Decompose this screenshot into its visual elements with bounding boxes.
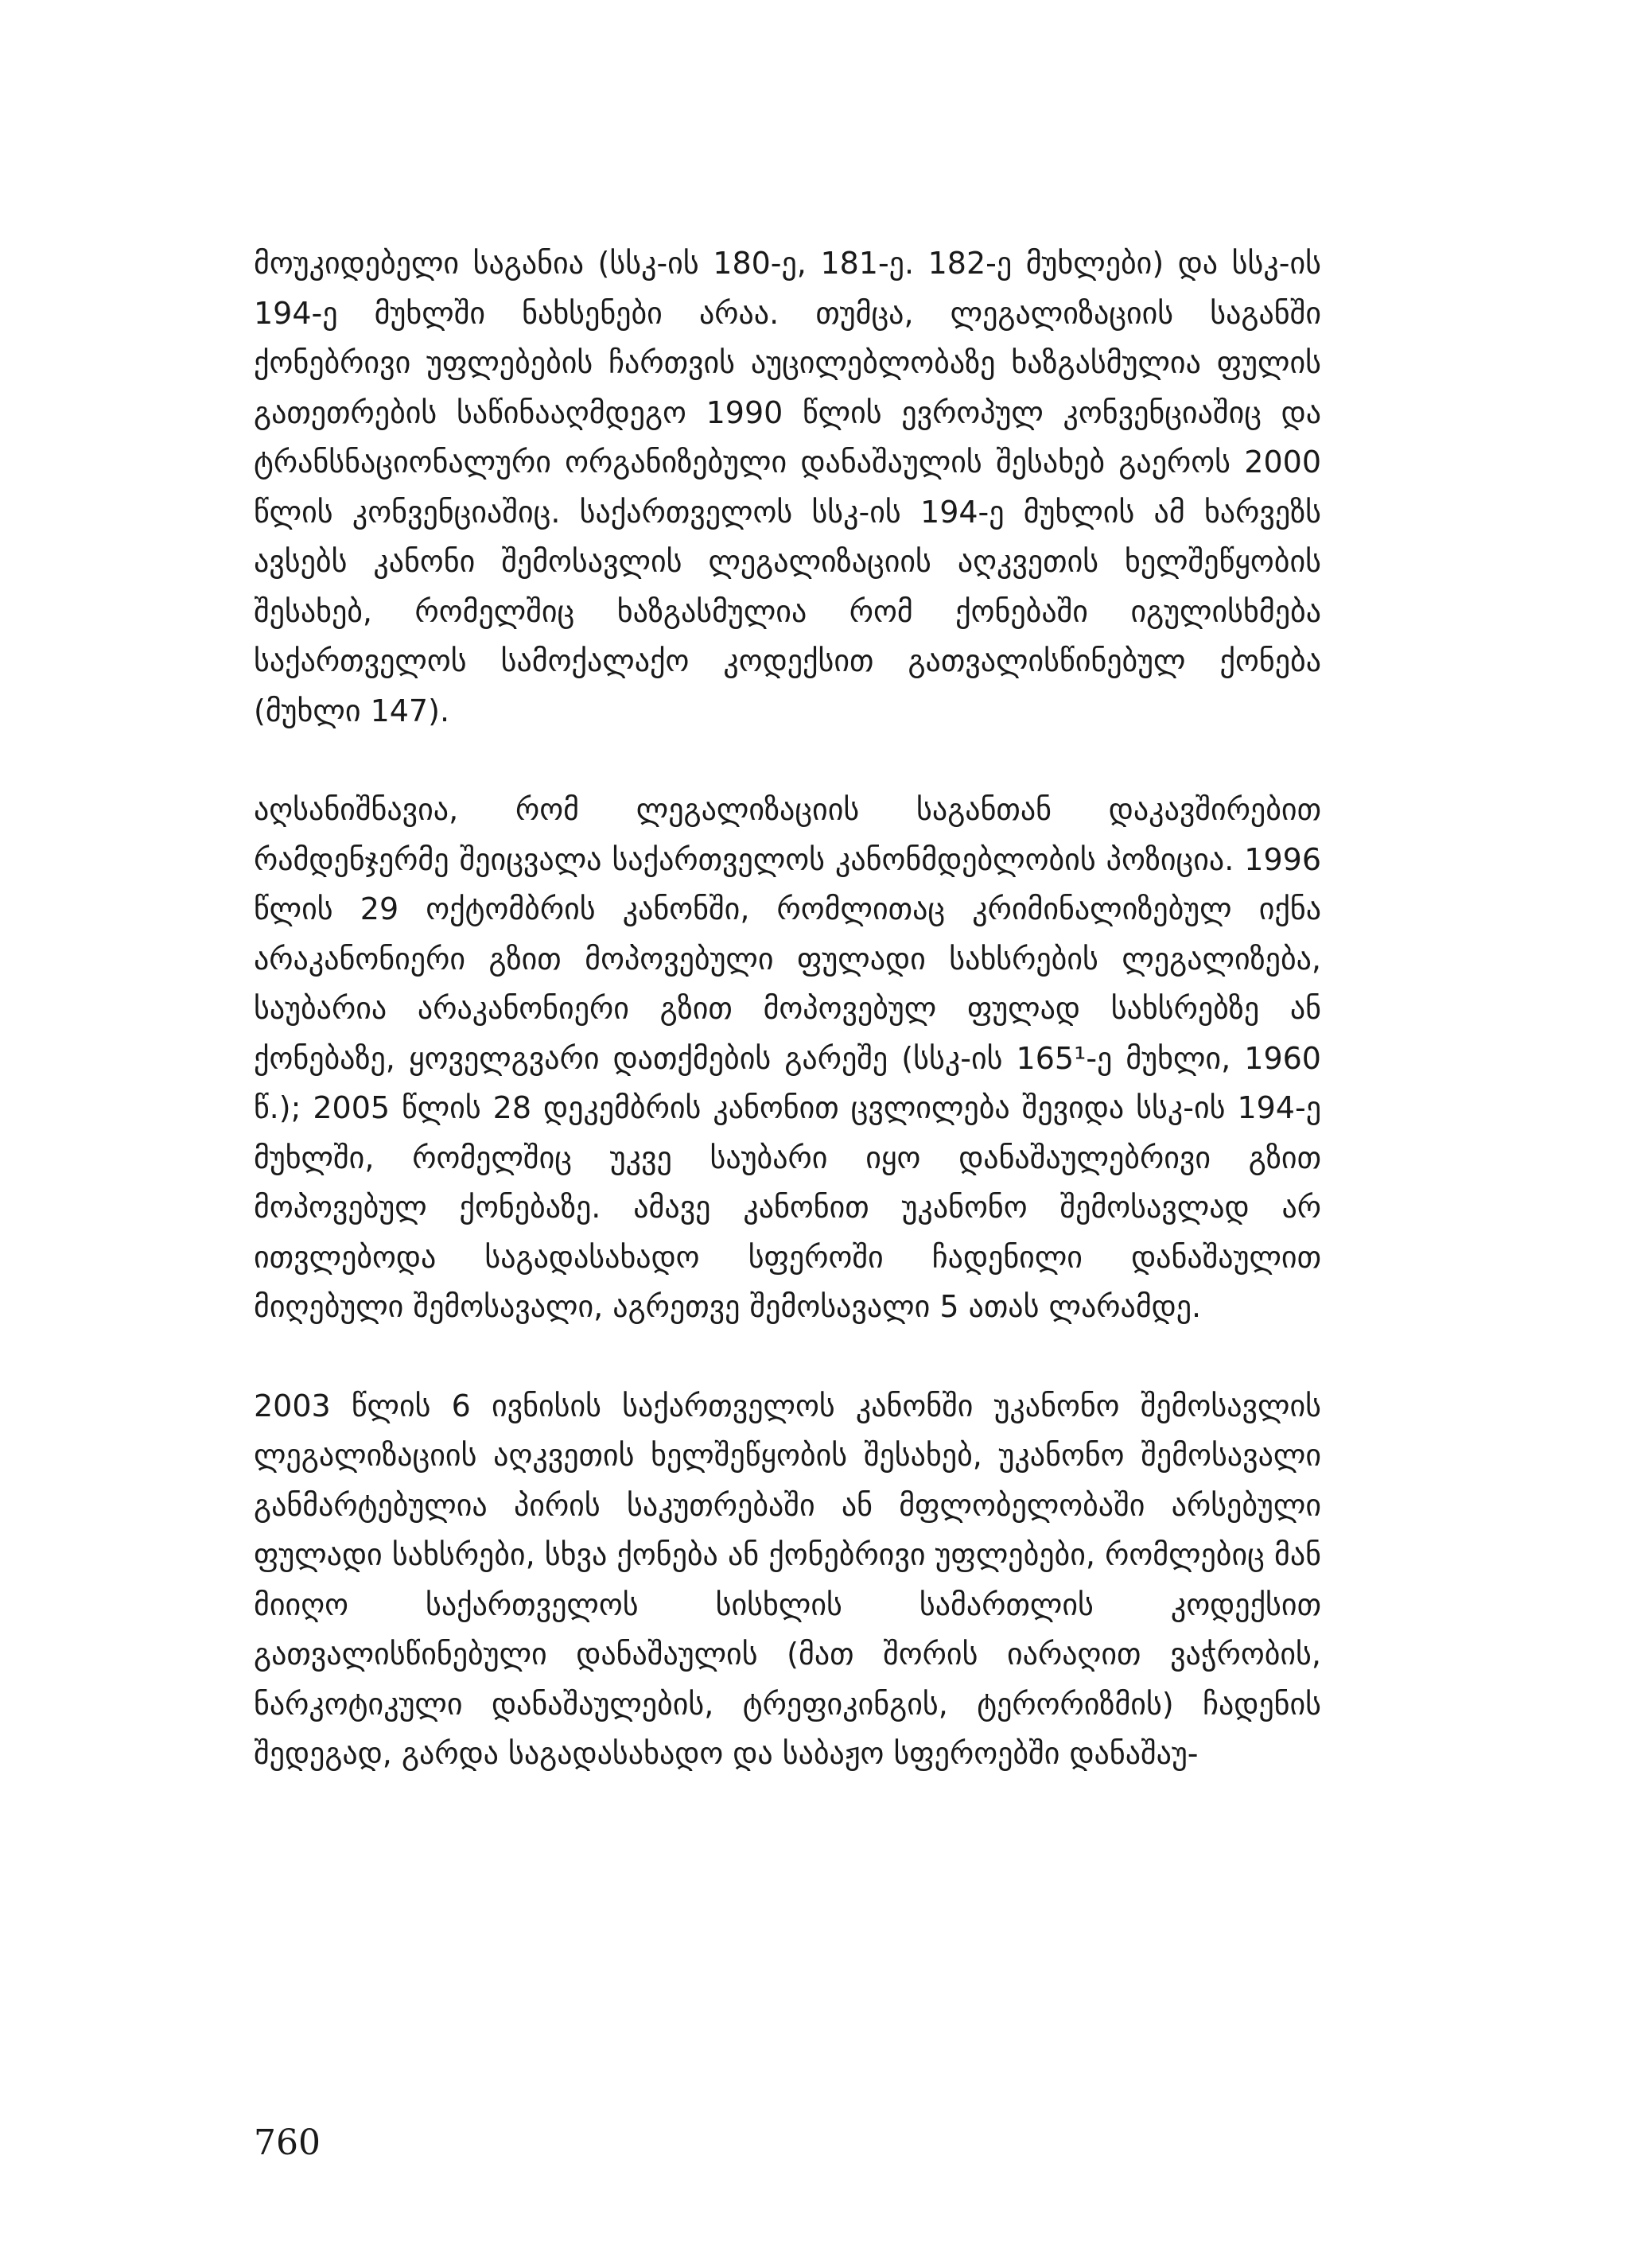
paragraph-2: აღსანიშნავია, რომ ლეგალიზაციის საგანთან დაკავშირებით რამდენჯერმე შეიცვალა საქართველოს კანონმდებლობის პოზიცია. 1996 წლის 29 ოქტომბრის კანონში, რომლითაც კრიმინალიზებულ იქნა არაკანონიერი გზით მოპოვებული ფულადი სახსრების ლეგალიზება, საუბარია არაკანონიერი გზით მოპოვებულ ფულად სახსრებზე ან ქონებაზე, ყოველგვარი დათქმების გარეშე (სსკ-ის 165¹-ე მუხლი, 1960 წ.); 2005 წლის 28 დეკემბრის კანონით ცვლილება შევიდა სსკ-ის 194-ე მუხლში, რომელშიც უკვე საუბარი იყო დანაშაულებრივი გზით მოპოვებულ ქონებაზე. ამავე კანონით უკანონო შემოსავლად არ ითვლებოდა საგადასახადო სფეროში ჩადენილი დანაშაულით მიღებული შემოსავალი, აგრეთვე შემოსავალი 5 ათას ლარამდე.: [254, 792, 1321, 1324]
page-number: 760: [254, 2122, 321, 2163]
paragraph-3: 2003 წლის 6 ივნისის საქართველოს კანონში უკანონო შემოსავლის ლეგალიზაციის აღკვეთის ხელშეწყობის შესახებ, უკანონო შემოსავალი განმარტებულია პირის საკუთრებაში ან მფლობელობაში არსებული ფულადი სახსრები, სხვა ქონება ან ქონებრივი უფლებები, რომლებიც მან მიიღო საქართველოს სისხლის სამართლის კოდექსით გათვალისწინებული დანაშაულის (მათ შორის იარაღით ვაჭრობის, ნარკოტიკული დანაშაულების, ტრეფიკინგის, ტერორიზმის) ჩადენის შედეგად, გარდა საგადასახადო და საბაჟო სფეროებში დანაშაუ-: [254, 1388, 1321, 1771]
paragraph-1: მოუკიდებელი საგანია (სსკ-ის 180-ე, 181-ე. 182-ე მუხლები) და სსკ-ის 194-ე მუხლში ნახსენები არაა. თუმცა, ლეგალიზაციის საგანში ქონებრივი უფლებების ჩართვის აუცილებლობაზე ხაზგასმულია ფულის გათეთრების საწინააღმდეგო 1990 წლის ევროპულ კონვენციაშიც და ტრანსნაციონალური ორგანიზებული დანაშაულის შესახებ გაეროს 2000 წლის კონვენციაშიც. საქართველოს სსკ-ის 194-ე მუხლის ამ ხარვეზს ავსებს კანონი შემოსავლის ლეგალიზაციის აღკვეთის ხელშეწყობის შესახებ, რომელშიც ხაზგასმულია რომ ქონებაში იგულისხმება საქართველოს სამოქალაქო კოდექსით გათვალისწინებულ ქონება (მუხლი 147).: [254, 246, 1321, 728]
body-text: [254, 239, 1321, 1828]
